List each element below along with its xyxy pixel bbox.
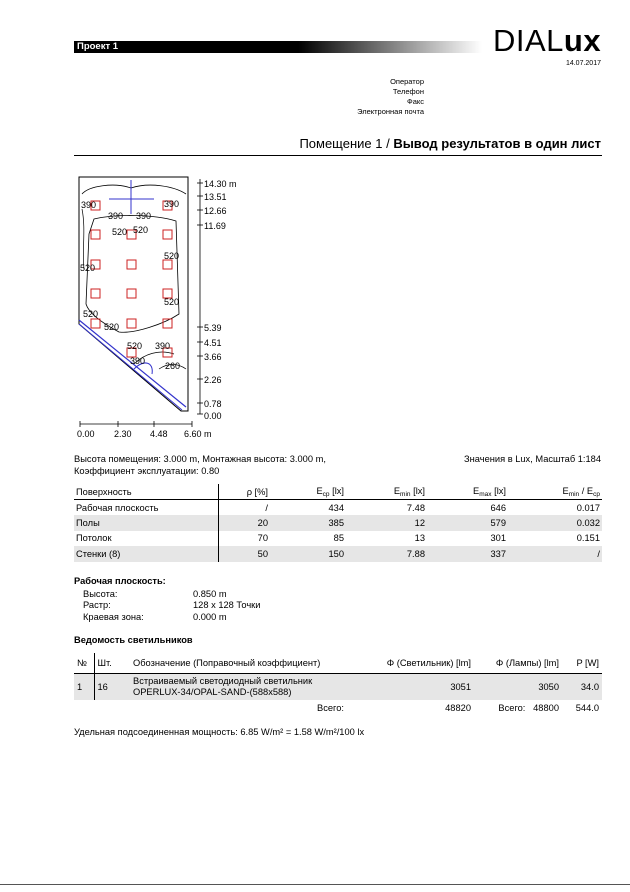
isoline-label: 390 (81, 200, 97, 210)
workplane-grid-label: Растр: (83, 600, 111, 610)
y-tick-label: 0.00 (204, 411, 222, 421)
luminaire-totals-row: Всего: 48820 Всего: 48800 544.0 (317, 703, 599, 713)
room-plan-diagram (74, 174, 254, 444)
col-uniformity: $E_{min} / E_{ср}$ (508, 484, 602, 500)
col-emin: $E_{min}$ [lx] (346, 484, 427, 500)
workplane-title: Рабочая плоскость: (74, 576, 166, 586)
x-tick-label: 4.48 (150, 429, 168, 439)
y-tick-label: 5.39 (204, 323, 222, 333)
luminaires-table (74, 653, 602, 716)
scale-info: Значения в Lux, Масштаб 1:184 (464, 454, 601, 464)
luminaire (127, 289, 136, 298)
luminaire (127, 319, 136, 328)
maintenance-factor-info: Коэффициент эксплуатации: 0.80 (74, 466, 220, 476)
y-tick-label: 12.66 (204, 206, 227, 216)
contact-phone: Телефон (392, 87, 424, 96)
x-tick-label: 0.00 (77, 429, 95, 439)
results-table (74, 484, 602, 562)
isoline-label: 520 (83, 309, 99, 319)
dialux-logo: DIALux (493, 23, 602, 58)
isoline-label: 520 (133, 225, 149, 235)
workplane-height-label: Высота: (83, 589, 118, 599)
luminaire-row: 1 16 Встраиваемый светодиодный светильник OPERLUX-34/OPAL-SAND-(588x588) 3051 3050 34.0 (74, 673, 602, 700)
col-surface: Поверхность (74, 484, 218, 500)
contact-operator: Оператор (390, 77, 424, 86)
y-tick-label: 0.78 (204, 399, 222, 409)
page-bottom-rule (0, 884, 630, 885)
isoline-label: 520 (112, 227, 128, 237)
workplane-height-value: 0.850 m (193, 589, 227, 599)
y-tick-label: 2.26 (204, 375, 222, 385)
isoline-label: 520 (80, 263, 96, 273)
isoline-label: 520 (104, 322, 120, 332)
isoline (82, 209, 84, 269)
isoline-label: 390 (136, 211, 152, 221)
luminaires-title: Ведомость светильников (74, 635, 193, 645)
luminaire (163, 230, 172, 239)
luminaire (163, 260, 172, 269)
isoline-label: 390 (155, 341, 171, 351)
isoline-label: 520 (164, 297, 180, 307)
y-tick-label: 11.69 (204, 221, 226, 231)
isoline (82, 185, 186, 194)
results-row: Потолок 70 85 13 301 0.151 (74, 531, 602, 547)
luminaire (91, 319, 100, 328)
y-tick-label: 14.30 m (204, 179, 237, 189)
isoline-label: 520 (127, 341, 143, 351)
isoline-label: 390 (164, 199, 180, 209)
y-tick-label: 13.51 (204, 192, 227, 202)
col-rho: ρ [%] (218, 484, 270, 500)
luminaire (91, 230, 100, 239)
project-header-bar (74, 41, 482, 53)
luminaires-header-row: № Шт. Обозначение (Поправочный коэффициент) Φ (Светильник) [lm] Φ (Лампы) [lm] P [W] (74, 653, 602, 673)
project-name: Проект 1 (77, 41, 119, 52)
contact-email: Электронная почта (357, 107, 424, 116)
luminaire (127, 260, 136, 269)
page-title: Помещение 1 / Вывод результатов в один лист (299, 136, 601, 151)
results-header-row (74, 484, 602, 500)
x-tick-label: 2.30 (114, 429, 132, 439)
results-row: Стенки (8) 50 150 7.88 337 / (74, 546, 602, 562)
col-emax: $E_{max}$ [lx] (427, 484, 508, 500)
workplane-grid-value: 128 x 128 Точки (193, 600, 261, 610)
workplane-border-value: 0.000 m (193, 612, 227, 622)
results-row: Рабочая плоскость / 434 7.48 646 0.017 (74, 500, 602, 516)
power-density: Удельная подсоединенная мощность: 6.85 W/m² = 1.58 W/m²/100 lx (74, 727, 365, 737)
x-tick-label: 6.60 m (184, 429, 212, 439)
col-eav: $E_{ср}$ [lx] (270, 484, 346, 500)
isoline-label: 520 (164, 251, 180, 261)
room-height-info: Высота помещения: 3.000 m, Монтажная высота: 3.000 m, (74, 454, 326, 464)
report-date: 14.07.2017 (565, 60, 601, 67)
isoline-label: 390 (130, 356, 146, 366)
contact-fax: Факс (407, 97, 424, 106)
y-tick-label: 3.66 (204, 352, 222, 362)
y-tick-label: 4.51 (204, 338, 222, 348)
results-row: Полы 20 385 12 579 0.032 (74, 515, 602, 531)
isoline-label: 390 (108, 211, 124, 221)
isoline-label: 260 (165, 361, 181, 371)
title-rule (74, 155, 602, 156)
luminaire (91, 289, 100, 298)
workplane-border-label: Краевая зона: (83, 612, 144, 622)
